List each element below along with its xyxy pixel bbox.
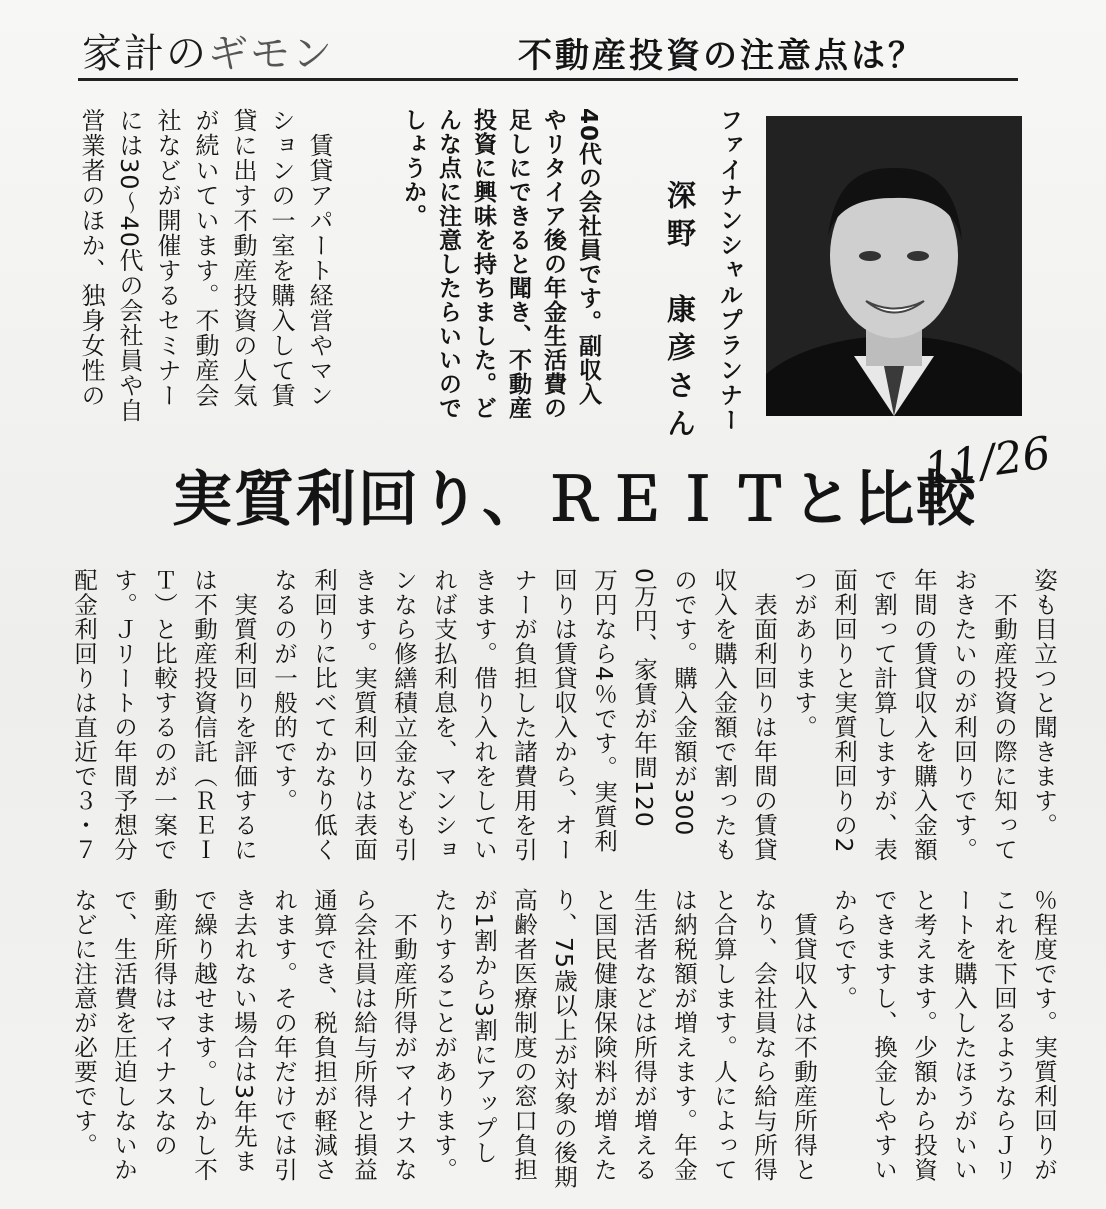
handwritten-date: 11/26 xyxy=(921,427,1054,496)
topic-title: 不動産投資の注意点は？ xyxy=(518,36,925,76)
series-title-part-2: ギモン xyxy=(208,31,334,77)
lead-paragraph: 賃貸アパート経営やマン ションの一室を購入して賃 貸に出す不動産投資の人気 が続いています。不動産会 社などが開催するセミナー には30〜40代の会社員や自 営業者のほか、独身女性の xyxy=(77,108,333,424)
portrait-photo xyxy=(766,116,1022,416)
column-header xyxy=(78,22,1018,81)
reader-question: 40代の会社員です。副収入 やリタイア後の年金生活費の 足しにできると聞き、不動産 投資に興味を持ちました。ど んな点に注意したらいいので しょうか。 xyxy=(400,108,601,420)
series-title-part-1: 家計の xyxy=(82,31,208,77)
article-body-lower: ％程度です。実質利回りが これを下回るようならＪリ ートを購入したほうがいい と考えます。少額から投資 できますし、換金しやすい からです。 賃貸収入は不動産所得と なり、会社員なら給与所得 と合算します。人によって は納税額が増えます。年金 生活者などは所得が増える と国民健康保険料が増えた り、75歳以上が対象の後期 高齢者医療制度の窓口負担 が1割から3割にアップし たりすることがあります。 不動産所得がマイナスな ら会社員は給与所得と損益 通算でき、税負担が軽減さ れます。その年だけでは引 き去れない場合は3年先ま で繰り越せます。しかし不 動産所得はマイナスなの で、生活費を圧迫しないか などに注意が必要です。 xyxy=(70,888,1058,1190)
headline: 実質利回り、ＲＥＩＴと比較 xyxy=(172,465,978,535)
answerer-name: 深野 康彦さん xyxy=(663,180,697,446)
series-title xyxy=(82,22,334,79)
answerer-title: ファイナンシャルプランナー xyxy=(716,108,742,433)
article-body-upper: 姿も目立つと聞きます。 不動産投資の際に知って おきたいのが利回りです。 年間の賃貸収入を購入金額 で割って計算しますが、表 面利回りと実質利回りの2 つがあります。 表面利回りは年間の賃貸 収入を購入金額で割ったも のです。購入金額が300 0万円、家賃が年間120 万円なら4％です。実質利 回りは賃貸収入から、オー ナーが負担した諸費用を引 きます。借り入れをしてい れば支払利息を、マンショ ンなら修繕積立金なども引 きます。実質利回りは表面 利回りに比べてかなり低く なるのが一般的です。 実質利回りを評価するに は不動産投資信託（ＲＥＩ Ｔ）と比較するのが一案で す。Ｊリートの年間予想分 配金利回りは直近で３・７ xyxy=(70,568,1058,862)
